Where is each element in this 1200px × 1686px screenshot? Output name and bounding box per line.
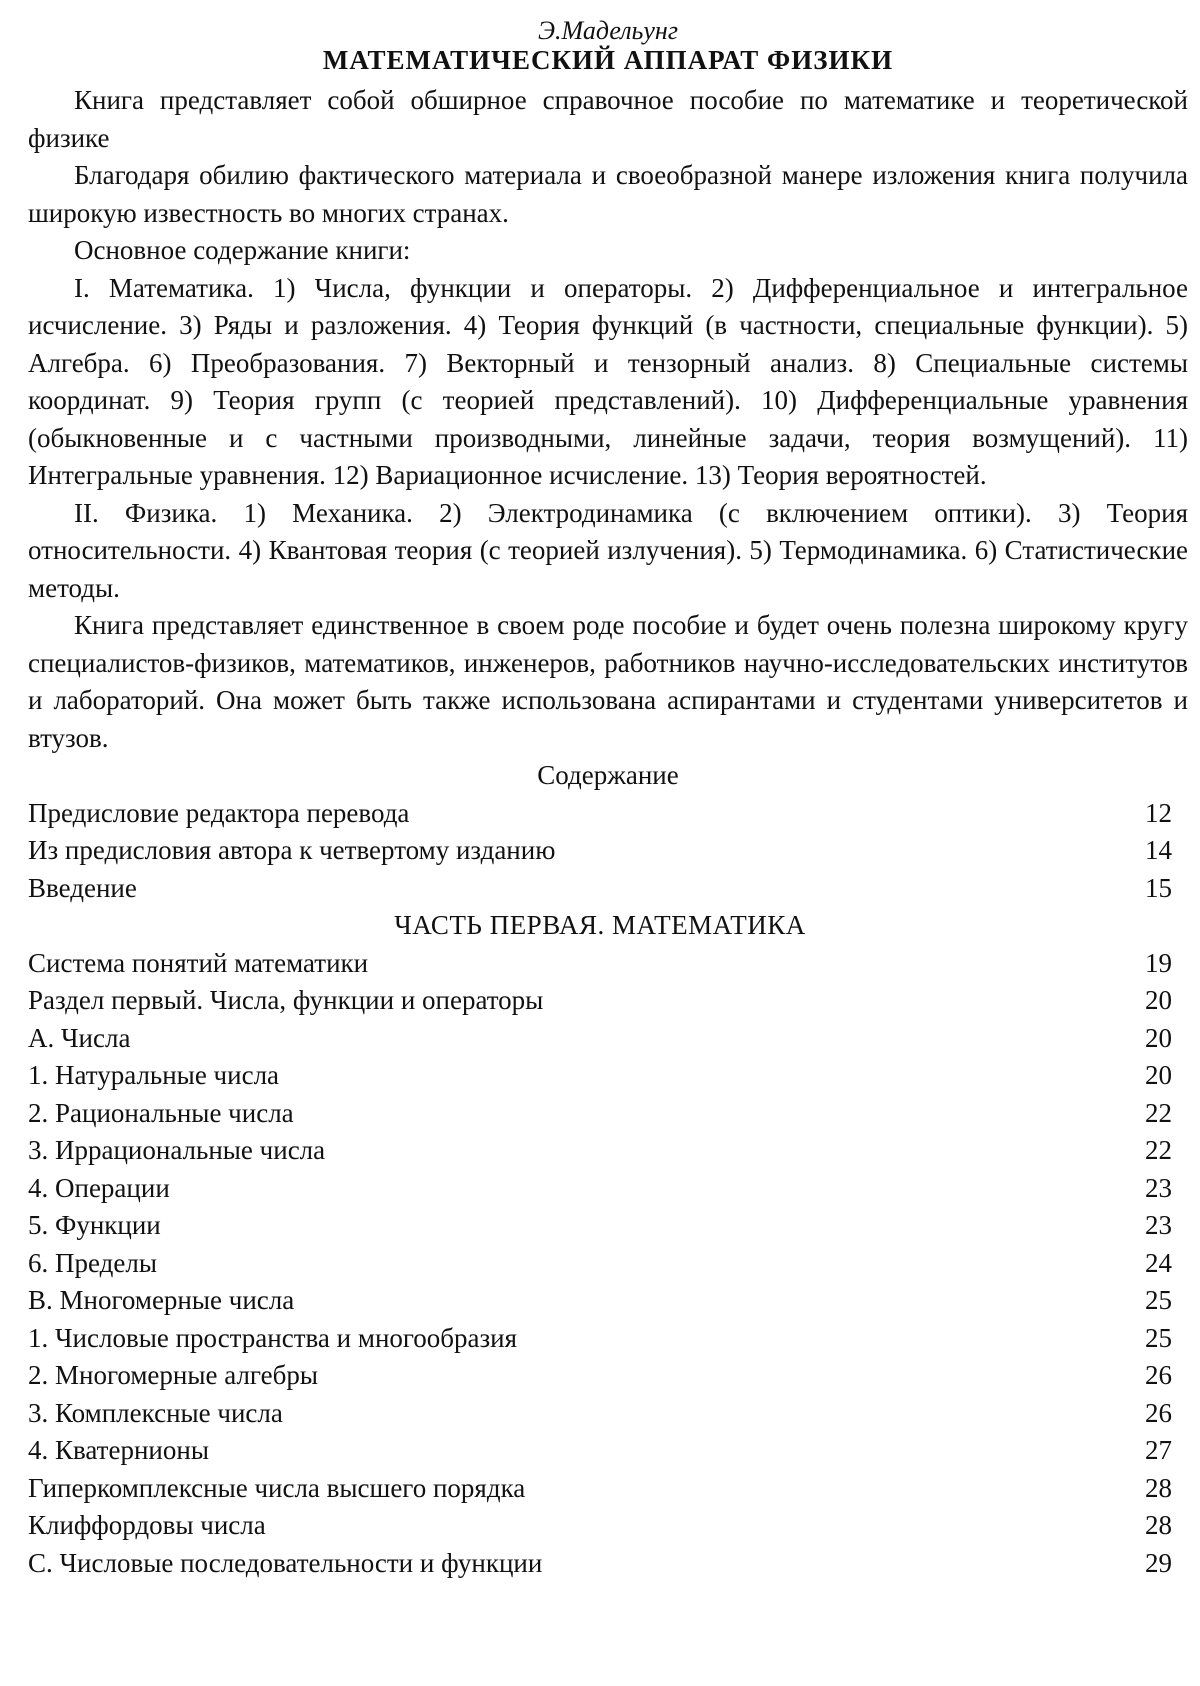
annotation-paragraph: I. Математика. 1) Числа, функции и операторы. 2) Дифференциальное и интегральное исчисление. 3) Ряды и разложения. 4) Теория функций (в частности, специальные функции). 5) Алгебра. 6) Преобразования. 7) Векторный и тензорный анализ. 8) Специальные системы координат. 9) Теория групп (с теорией представлений). 10) Дифференциальные уравнения (обыкновенные и с частными производными, линейные задачи, теория возмущений). 11) Интегральные уравнения. 12) Вариационное исчисление. 13) Теория вероятностей. bbox=[28, 272, 1188, 490]
toc-entry-label: Клиффордовы числа bbox=[28, 1510, 266, 1540]
annotation-paragraph: Книга представляет собой обширное справочное пособие по математике и теоретической физике bbox=[28, 85, 1188, 153]
annotation-paragraph: Благодаря обилию фактического материала и своеобразной манере изложения книга получила широкую известность во многих странах. bbox=[28, 160, 1188, 228]
toc-entry-page: 20 bbox=[1145, 985, 1172, 1015]
toc-entry-label: Система понятий математики bbox=[28, 947, 369, 978]
toc-entry bbox=[28, 795, 1188, 833]
toc-entry-label: 3. Комплексные числа bbox=[28, 1397, 283, 1428]
toc-entry-label: Гиперкомплексные числа высшего порядка bbox=[28, 1472, 526, 1503]
toc-entry-page: 28 bbox=[1145, 1472, 1172, 1503]
author-name: Э.Мадельунг bbox=[538, 16, 678, 45]
annotation-paragraph: Основное содержание книги: bbox=[74, 235, 411, 265]
toc-entry-page: 20 bbox=[1145, 1022, 1172, 1053]
toc-entry-label: В. Многомерные числа bbox=[28, 1285, 295, 1315]
book-title: МАТЕМАТИЧЕСКИЙ АППАРАТ ФИЗИКИ bbox=[322, 45, 894, 75]
toc-entry-page: 19 bbox=[1145, 947, 1172, 978]
toc-entry-label: 4. Кватернионы bbox=[28, 1435, 209, 1465]
toc-entry-label: 3. Иррациональные числа bbox=[28, 1135, 326, 1165]
toc-entry bbox=[28, 1282, 1188, 1320]
toc-entry-page: 24 bbox=[1145, 1247, 1172, 1278]
toc-entry bbox=[28, 1507, 1188, 1545]
toc-entry bbox=[28, 1020, 1188, 1058]
annotation-paragraph: Книга представляет единственное в своем роде пособие и будет очень полезна широкому кругу специалистов-физиков, математиков, инженеров, работников научно-исследовательских институтов и лабораторий. Она может быть также использована аспирантами и студентами университетов и втузов. bbox=[28, 610, 1188, 753]
toc-entry-page: 14 bbox=[1145, 835, 1172, 865]
toc-entry bbox=[28, 1470, 1188, 1508]
toc-entry bbox=[28, 1207, 1188, 1245]
toc-entry-label: 6. Пределы bbox=[28, 1247, 157, 1278]
toc-entry-label: Предисловие редактора перевода bbox=[28, 797, 410, 828]
toc-entry bbox=[28, 1357, 1188, 1395]
toc-entry bbox=[28, 1545, 1188, 1583]
toc-entry-page: 22 bbox=[1145, 1097, 1172, 1128]
toc-entry-page: 25 bbox=[1145, 1285, 1172, 1315]
toc-entry-label: А. Числа bbox=[28, 1022, 131, 1053]
toc-entry bbox=[28, 982, 1188, 1020]
toc-entry-label: Раздел первый. Числа, функции и операторы bbox=[28, 985, 544, 1015]
toc-heading: Содержание bbox=[537, 760, 679, 790]
toc-entry-page: 23 bbox=[1145, 1210, 1172, 1240]
toc-entry-label: 2. Многомерные алгебры bbox=[28, 1360, 319, 1390]
toc-entry bbox=[28, 1095, 1188, 1133]
toc-entry-page: 29 bbox=[1145, 1547, 1172, 1578]
toc-entry-label: 4. Операции bbox=[28, 1172, 170, 1203]
toc-entry bbox=[28, 1132, 1188, 1170]
toc-entry-page: 27 bbox=[1145, 1435, 1172, 1465]
table-of-contents bbox=[28, 795, 1188, 1583]
toc-part-heading bbox=[28, 907, 1188, 945]
toc-entry bbox=[28, 945, 1188, 983]
toc-entry-label: 2. Рациональные числа bbox=[28, 1097, 294, 1128]
toc-entry-page: 23 bbox=[1145, 1172, 1172, 1203]
toc-entry-label: 1. Натуральные числа bbox=[28, 1060, 280, 1090]
toc-entry-label: Введение bbox=[28, 872, 137, 903]
toc-entry-page: 15 bbox=[1145, 872, 1172, 903]
toc-entry-label: С. Числовые последовательности и функции bbox=[28, 1547, 543, 1578]
toc-entry-page: 12 bbox=[1145, 797, 1172, 828]
toc-entry bbox=[28, 1395, 1188, 1433]
toc-entry bbox=[28, 1057, 1188, 1095]
toc-entry-page: 26 bbox=[1145, 1360, 1172, 1390]
toc-entry bbox=[28, 1245, 1188, 1283]
toc-entry bbox=[28, 1320, 1188, 1358]
toc-entry-page: 28 bbox=[1145, 1510, 1172, 1540]
toc-entry bbox=[28, 832, 1188, 870]
toc-entry bbox=[28, 870, 1188, 908]
toc-entry-label: Из предисловия автора к четвертому изданию bbox=[28, 835, 556, 865]
toc-entry-label: 5. Функции bbox=[28, 1210, 161, 1240]
toc-entry bbox=[28, 1170, 1188, 1208]
toc-entry bbox=[28, 1432, 1188, 1470]
toc-part-label: ЧАСТЬ ПЕРВАЯ. МАТЕМАТИКА bbox=[394, 910, 806, 940]
annotation-paragraph: II. Физика. 1) Механика. 2) Электродинамика (с включением оптики). 3) Теория относительности. 4) Квантовая теория (с теорией излучения). 5) Термодинамика. 6) Статистические методы. bbox=[28, 497, 1188, 603]
toc-entry-page: 26 bbox=[1145, 1397, 1172, 1428]
toc-entry-page: 22 bbox=[1145, 1135, 1172, 1165]
toc-entry-label: 1. Числовые пространства и многообразия bbox=[28, 1322, 518, 1353]
toc-entry-page: 20 bbox=[1145, 1060, 1172, 1090]
toc-entry-page: 25 bbox=[1145, 1322, 1172, 1353]
